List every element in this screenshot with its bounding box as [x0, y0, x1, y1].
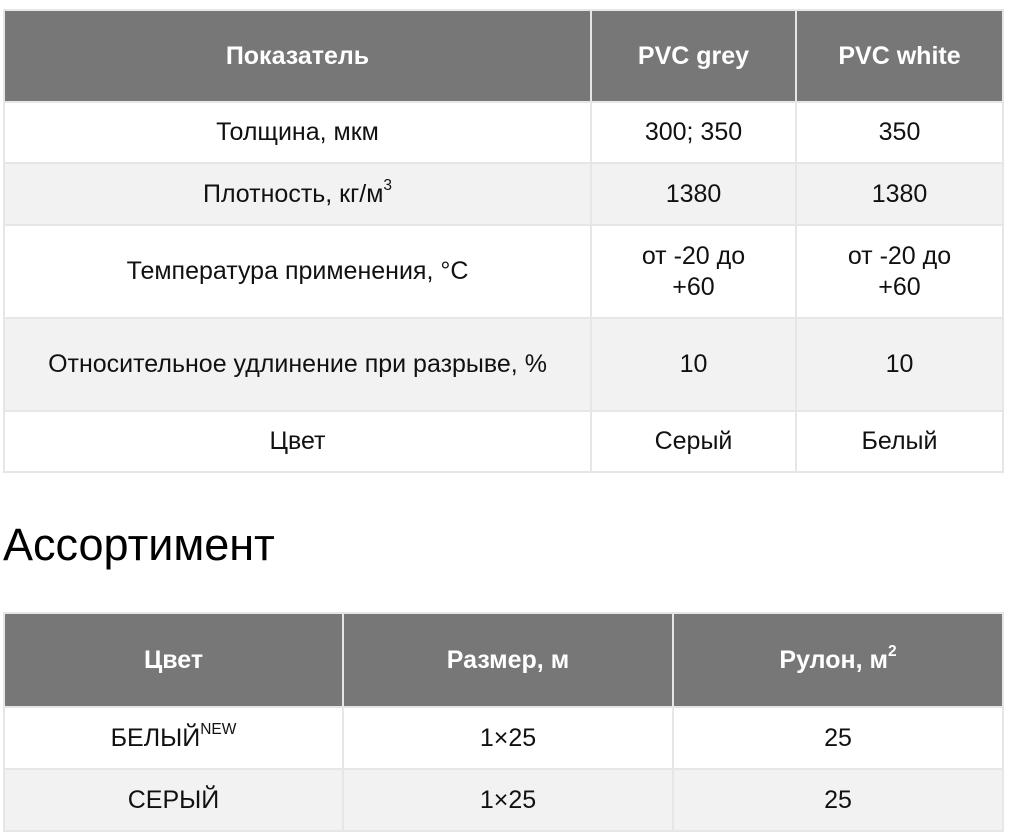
pvc-white-value: от -20 до +60: [796, 225, 1003, 318]
table-row: [4, 318, 1003, 411]
size-cell: 1×25: [343, 769, 673, 831]
pvc-grey-value: Серый: [591, 411, 796, 472]
column-header-color: Цвет: [4, 613, 343, 707]
pvc-grey-value: 300; 350: [591, 102, 796, 163]
row-label: Температура применения, °C: [4, 225, 591, 318]
column-header-size: Размер, м: [343, 613, 673, 707]
pvc-grey-value: 10: [591, 318, 796, 411]
table-header-row: [4, 613, 1003, 707]
pvc-grey-value: от -20 до +60: [591, 225, 796, 318]
new-badge: NEW: [200, 720, 237, 738]
pvc-white-value: 10: [796, 318, 1003, 411]
row-label: Относительное удлинение при разрыве, %: [4, 318, 591, 411]
column-header-roll: Рулон, $м^2$: [673, 613, 1003, 707]
row-label: Цвет: [4, 411, 591, 472]
column-header-pvc-grey: PVC grey: [591, 10, 796, 102]
superscript: 2: [887, 642, 897, 660]
table-header-row: [4, 10, 1003, 102]
table-row: [4, 163, 1003, 225]
assortment-heading: Ассортимент: [3, 519, 275, 570]
color-cell: СЕРЫЙ: [4, 769, 343, 831]
table-row: [4, 102, 1003, 163]
roll-cell: 25: [673, 769, 1003, 831]
pvc-grey-value: 1380: [591, 163, 796, 225]
row-label: Толщина, мкм: [4, 102, 591, 163]
table-row: [4, 225, 1003, 318]
pvc-white-value: 1380: [796, 163, 1003, 225]
pvc-white-value: 350: [796, 102, 1003, 163]
pvc-white-value: Белый: [796, 411, 1003, 472]
table-row: [4, 769, 1003, 831]
properties-table: [3, 9, 1004, 473]
roll-cell: 25: [673, 707, 1003, 769]
size-cell: 1×25: [343, 707, 673, 769]
column-header-pvc-white: PVC white: [796, 10, 1003, 102]
color-cell: $БЕЛЫЙ^{NEW}$: [4, 707, 343, 769]
table-row: [4, 411, 1003, 472]
assortment-table: [3, 612, 1004, 832]
column-header-parameter: Показатель: [4, 10, 591, 102]
table-row: [4, 707, 1003, 769]
superscript: 3: [383, 176, 393, 194]
row-label: Плотность, $кг/м^3$: [4, 163, 591, 225]
